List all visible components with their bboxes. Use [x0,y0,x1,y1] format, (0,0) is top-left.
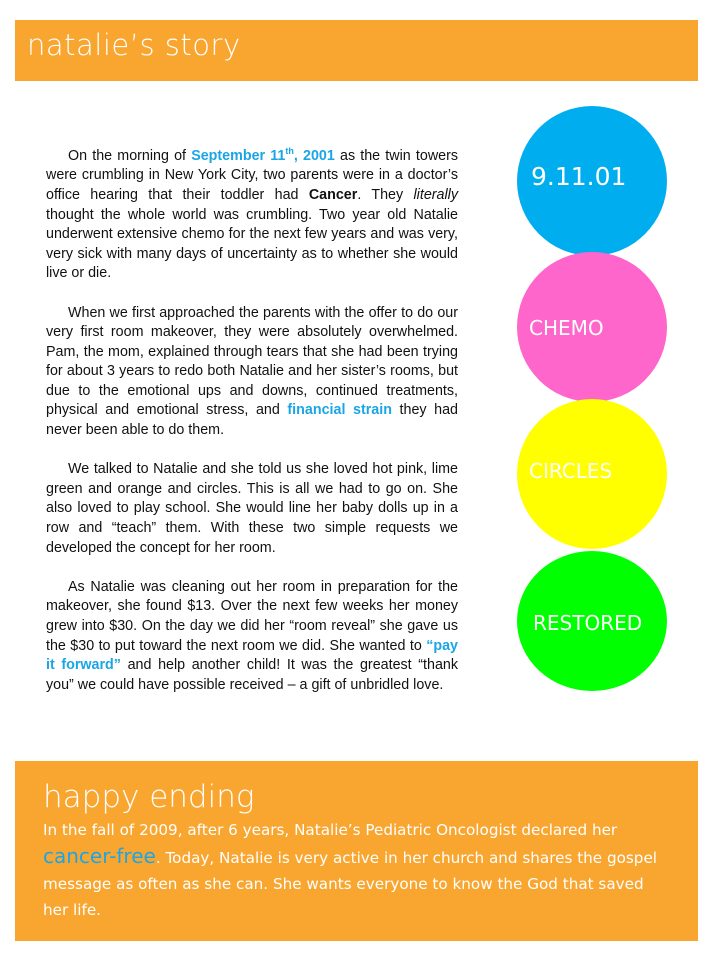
header-bar [15,20,698,81]
text-run: thought the whole world was crumbling. Two year old Natalie underwent extensive chemo for the next few years and was very, very sick with many days of uncertainty as to whether she would live or die. [46,206,458,282]
circle-label: RESTORED [533,611,643,635]
literally-word: literally [413,186,458,203]
text-run: In the fall of 2009, after 6 years, Natalie’s Pediatric Oncologist declared her [43,821,618,839]
pay-it-forward-highlight: “pay it forward” [46,637,458,674]
text-run: September 11 [191,147,286,164]
circle-restored [517,551,667,691]
story-text [46,142,458,715]
story-paragraph [46,578,458,696]
circle-chemo [517,252,667,402]
circle-circles [517,399,667,549]
happy-ending-box [15,761,698,941]
text-run: As Natalie was cleaning out her room in preparation for the makeover, she found $13. Over the next few weeks her money grew into $30. On the day we did her “room reveal” she gave us the $30 to put toward the next room we did. She wanted to [46,578,458,654]
text-run: and help another child! It was the greatest “thank you” we could have possible received – a gift of unbridled love. [46,657,459,693]
page-title: natalie’s story [27,28,241,62]
circle-label: CIRCLES [529,459,613,483]
cancer-free-highlight: cancer-free [43,844,156,868]
circle-date [517,106,667,256]
cancer-word: Cancer [308,186,358,203]
text-run: . Today, Natalie is very active in her church and shares the gospel message as often as she can. She wants everyone to know the God that saved her life. [43,849,658,919]
circle-label: 9.11.01 [531,162,627,191]
date-highlight [191,148,335,164]
text-run: We talked to Natalie and she told us she loved hot pink, lime green and orange and circles. This is all we had to go on. She also loved to play school. She would line her baby dolls up in a row and “teach” them. With these two simple requests we developed the concept for her room. [46,461,458,556]
text-run: they had never been able to do them. [46,402,459,439]
text-run: When we first approached the parents with the offer to do our very first room makeover, they were absolutely overwhelmed. Pam, the mom, explained through tears that she had been trying for about 3 years to redo both Natalie and her sister’s rooms, but due to the emotional ups and downs, continued treatments, physical and emotional stress, and [46,304,458,419]
story-paragraph [46,142,458,284]
superscript: th [285,146,294,156]
financial-strain-highlight: financial strain [287,402,392,419]
ending-text [43,817,671,923]
text-run: . They [357,186,414,203]
ending-title: happy ending [43,779,255,815]
story-paragraph [46,304,458,441]
story-paragraph [46,460,458,558]
text-run: , 2001 [293,147,335,164]
text-run: as the twin towers were crumbling in New York City, two parents were in a doctor’s office hearing that their toddler had [46,147,458,203]
text-run: On the morning of [68,147,192,164]
circle-label: CHEMO [529,316,604,340]
